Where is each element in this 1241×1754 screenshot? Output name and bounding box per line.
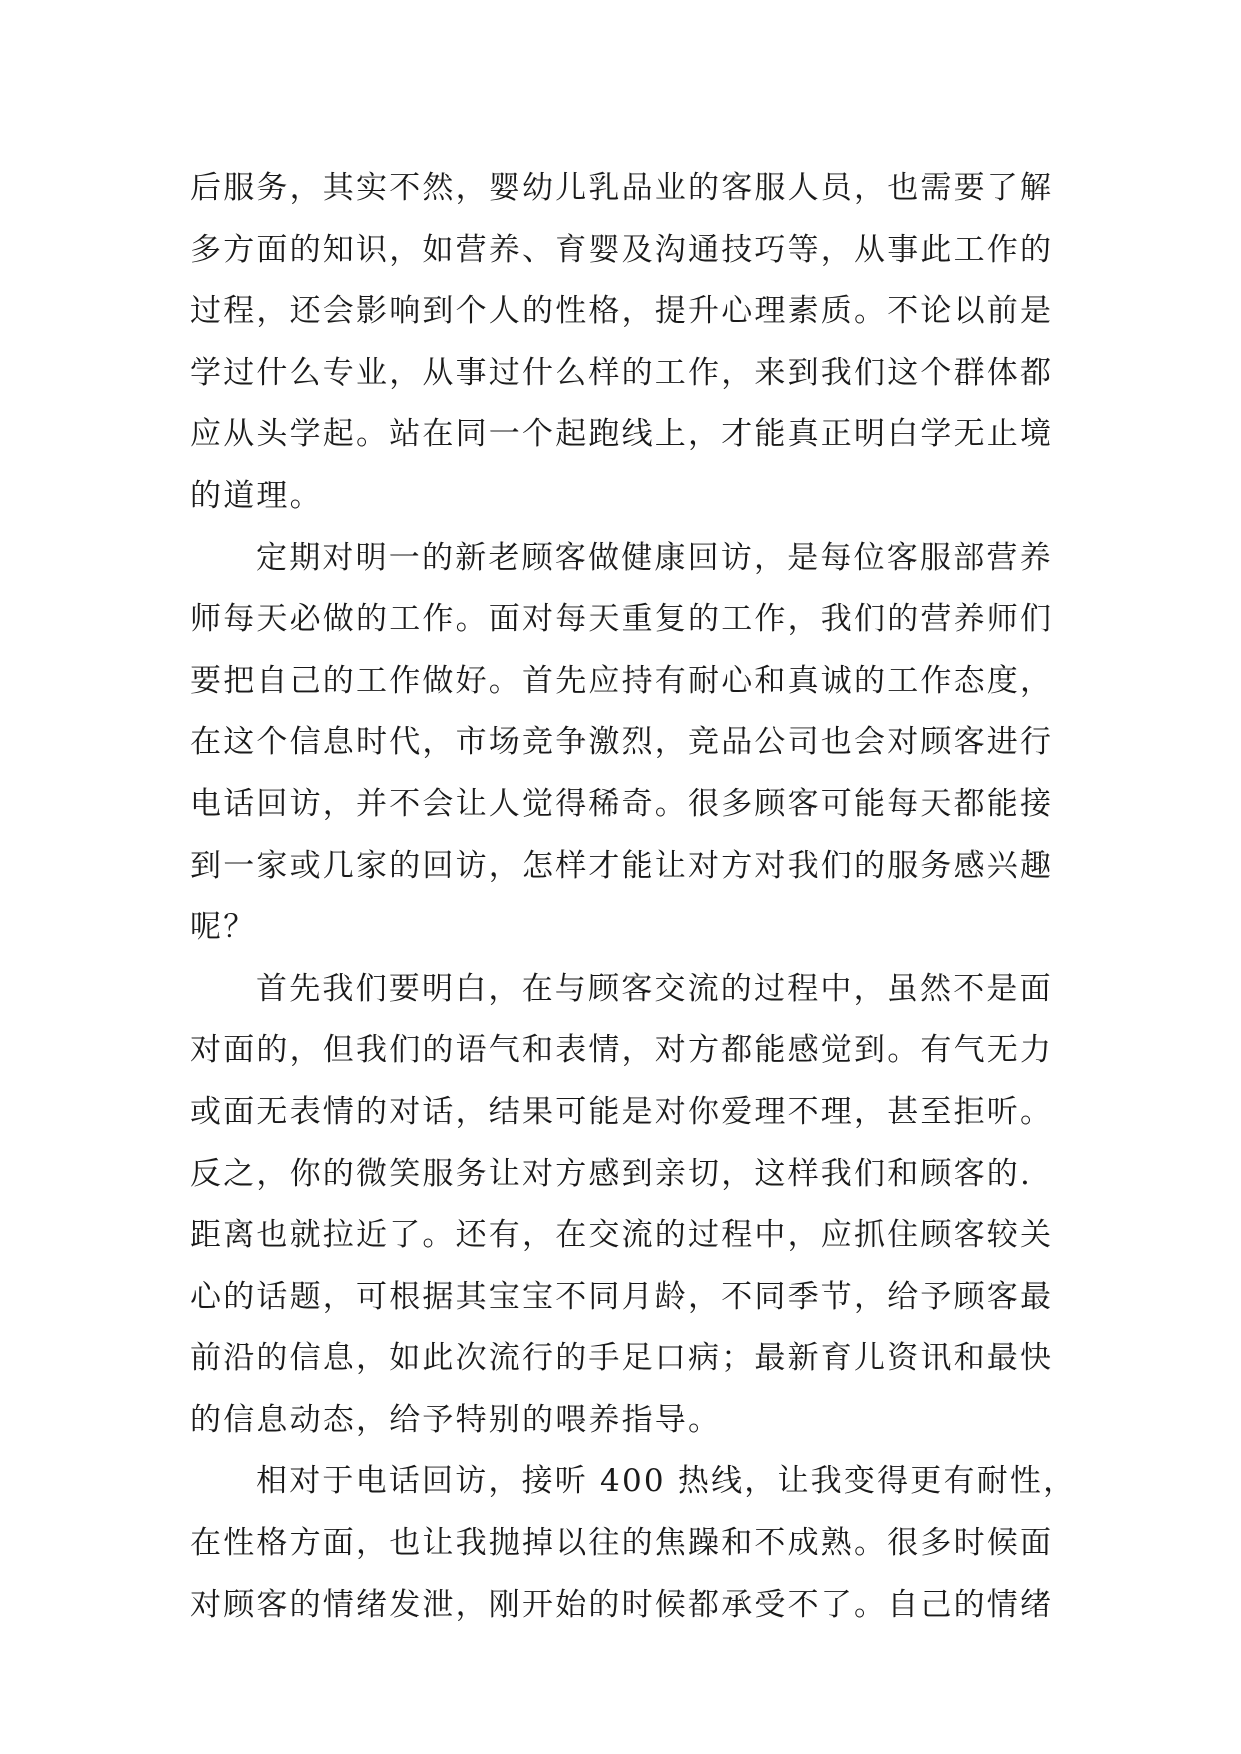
text-line: 距离也就拉近了。还有，在交流的过程中，应抓住顾客较关: [190, 1217, 1054, 1254]
text-line: 的信息动态，给予特别的喂养指导。: [190, 1401, 722, 1438]
text-line: 呢？: [190, 909, 257, 946]
text-line: 过程，还会影响到个人的性格，提升心理素质。不论以前是: [190, 293, 1054, 330]
text-line: 相对于电话回访，接听 400 热线，让我变得更有耐性，: [256, 1463, 1077, 1500]
text-line: 在性格方面，也让我抛掉以往的焦躁和不成熟。很多时候面: [190, 1525, 1054, 1562]
text-line: 到一家或几家的回访，怎样才能让对方对我们的服务感兴趣: [190, 847, 1054, 884]
text-line: 学过什么专业，从事过什么样的工作，来到我们这个群体都: [190, 354, 1054, 391]
text-line: 在这个信息时代，市场竞争激烈，竞品公司也会对顾客进行: [190, 724, 1054, 761]
text-line: 后服务，其实不然，婴幼儿乳品业的客服人员，也需要了解: [190, 170, 1054, 206]
text-line: 要把自己的工作做好。首先应持有耐心和真诚的工作态度，: [190, 662, 1054, 699]
text-line: 对面的，但我们的语气和表情，对方都能感觉到。有气无力: [190, 1032, 1054, 1069]
text-line: 师每天必做的工作。面对每天重复的工作，我们的营养师们: [190, 601, 1054, 638]
text-line: 首先我们要明白，在与顾客交流的过程中，虽然不是面: [256, 970, 1053, 1007]
document-body: [190, 158, 1080, 1636]
text-line: 应从头学起。站在同一个起跑线上，才能真正明白学无止境: [190, 416, 1054, 453]
text-line: 的道理。: [190, 477, 323, 514]
text-line: 电话回访，并不会让人觉得稀奇。很多顾客可能每天都能接: [190, 785, 1054, 822]
text-line: 前沿的信息，如此次流行的手足口病；最新育儿资讯和最快: [190, 1340, 1054, 1377]
text-line: 反之，你的微笑服务让对方感到亲切，这样我们和顾客的.: [190, 1155, 1033, 1192]
text-line: 心的话题，可根据其宝宝不同月龄，不同季节，给予顾客最: [190, 1278, 1054, 1315]
text-line: 多方面的知识，如营养、育婴及沟通技巧等，从事此工作的: [190, 231, 1054, 268]
text-line: 或面无表情的对话，结果可能是对你爱理不理，甚至拒听。: [190, 1093, 1054, 1130]
text-line: 对顾客的情绪发泄，刚开始的时候都承受不了。自己的情绪: [190, 1586, 1054, 1623]
text-line: 定期对明一的新老顾客做健康回访，是每位客服部营养: [256, 539, 1053, 576]
